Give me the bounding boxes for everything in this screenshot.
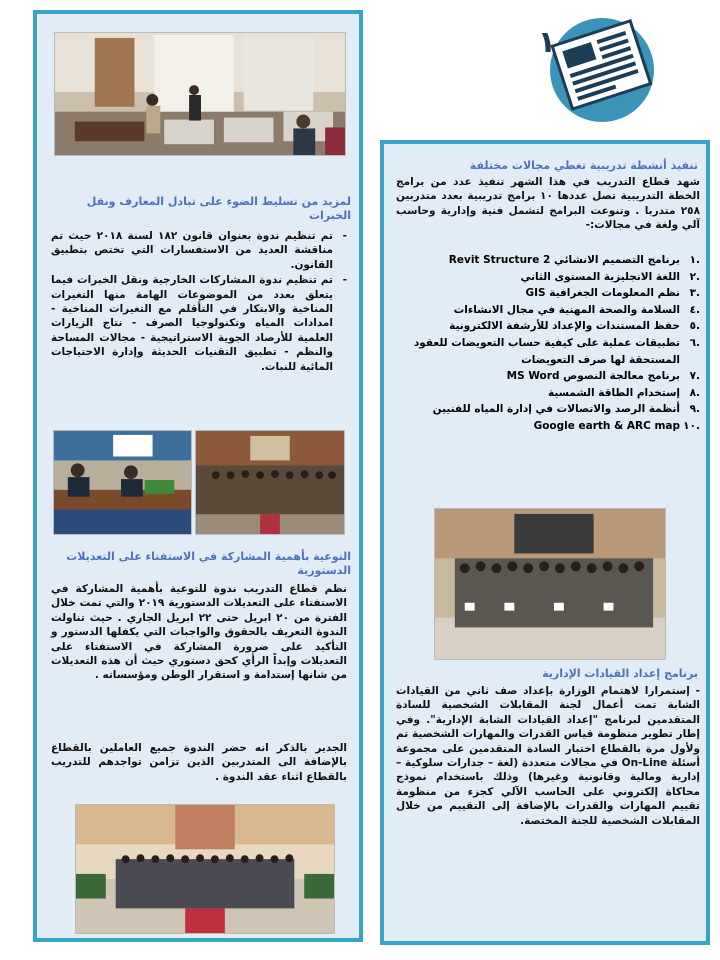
photo-seminar-group [195, 430, 345, 535]
leadership-paragraph: - إستمرارا لاهتمام الوزارة بإعداد صف ثاني من القيادات الشابة تمت أعمال لجنة المقابلات الشخصية للسادة المتقدمين لبرنامج "إعداد القيادات الشابة الإدارية". وفي إطار تطوير منظومة قياس القدرات والمهارات الشخصية تم ولأول مرة بالقطاع اختبار السادة المتقدمين على مجموعة أسئلة On-Line في مجالات متعددة (لغة – جدارات سلوكية – إدارية ومالية وقانونية وغيرها) وذلك باستخدام نموذج محاكاة إلكتروني على الحاسب الآلي كجزء من منظومة تقييم المهارات والقدرات بالإضافة إلى التقييم من خلال المقابلات الشخصية للجنة المختصة. [396, 685, 700, 827]
list-item: - تم تنظيم ندوة المشاركات الخارجية ونقل الخبرات فيما يتعلق بعدد من الموضوعات الهامة منها التغيرات المناخية والابتكار في التأقلم مع التغيرات المناخية - امدادات المياه وتكنولوجيا الصرف - نتاج الزيارات العلمية للأرصاد الجوية الاستراتيجية - مجالات المساحة والنظم - تطبيق التقنيات الحديثة وإدارة الاحتياجات المائية للنبات. [51, 274, 347, 373]
list-item: .٩ أنظمة الرصد والاتصالات في إدارة المياه للفنيين [432, 403, 700, 416]
knowledge-bullets [51, 229, 347, 375]
icon-number: ١ [537, 25, 556, 60]
right-panel [380, 140, 710, 945]
list-item: - تم تنظيم ندوة بعنوان قانون ١٨٢ لسنة ٢٠١٨ حيث تم مناقشة العديد من الاستفسارات التي تختص بتطبيق القانون. [51, 230, 347, 271]
knowledge-title: لمزيد من تسليط الضوء على تبادل المعارف ونقل الخبرات [86, 195, 351, 222]
list-item: .٦ تطبيقات عملية على كيفية حساب التعويضات للعقود المستحقة لها صرف التعويضات [413, 336, 700, 366]
training-intro: شهد قطاع التدريب في هذا الشهر تنفيذ عدد من برامج الخطة التدريبية تصل عددها ١٠ برامج تدريبية بعدد متدربين ٢٥٨ متدربا . وتنوعت البرامج لتشمل فنية وإدارية وحاسب آلي ولغة في مجالات:- [396, 176, 700, 232]
left-panel [33, 10, 363, 942]
list-item: .٢ اللغة الانجليزية المستوى الثاني [520, 270, 700, 283]
constitution-paragraph-1: نظم قطاع التدريب ندوة للتوعية بأهمية المشاركة في الاستفتاء على التعديلات الدستورية ٢٠١٩ والتي تمت خلال الفترة من ٢٠ ابريل حتى ٢٢ ابريل الجاري . حيث تناولت الندوة التعريف بالحقوق والواجبات التي يكفلها الدستور و التأكيد على ضرورة المشاركة في الاستفتاء على التعديلات وإبداً الرأي كحق دستوري حيث أن هذه التعديلات من شانها إستدامة و استقرار الوطن ومؤسساته . [51, 583, 347, 682]
leadership-title: برنامج إعداد القيادات الإدارية [542, 667, 698, 680]
photo-leadership-group [434, 508, 666, 660]
constitution-title: التوعية بأهمية المشاركة في الاستفتاء على التعديلات الدستورية [66, 550, 351, 577]
photo-constitution-group [75, 804, 335, 934]
training-title: تنفيذ أنشطة تدريبية تغطي مجالات مختلفة [469, 159, 698, 172]
list-item: .٨ إستخدام الطاقة الشمسية [547, 386, 700, 399]
constitution-paragraph-2: الجدير بالذكر انه حضر الندوة جميع العاملين بالقطاع بالإضافة الى المتدربين الذين تزامن تواجدهم للتدريب بالقطاع اثناء عقد الندوة . [51, 742, 347, 783]
list-item: .٣ نظم المعلومات الجغرافية GIS [525, 287, 700, 300]
list-item: .١ برنامج التصميم الانشائي Revit Structure 2 [448, 254, 700, 266]
newspaper-icon [537, 10, 658, 125]
photo-computer-lab [54, 32, 346, 156]
list-item: .٥ حفظ المستندات والإعداد للأرشفة الالكترونية [449, 320, 700, 333]
list-item: .١٠ Google earth & ARC map [533, 419, 700, 432]
list-item: .٧ برنامج معالجة النصوص MS Word [506, 370, 700, 383]
training-list [404, 252, 700, 435]
list-item: .٤ السلامة والصحة المهنية في مجال الانشاءات [453, 303, 700, 316]
photo-seminar-panel [53, 430, 192, 535]
